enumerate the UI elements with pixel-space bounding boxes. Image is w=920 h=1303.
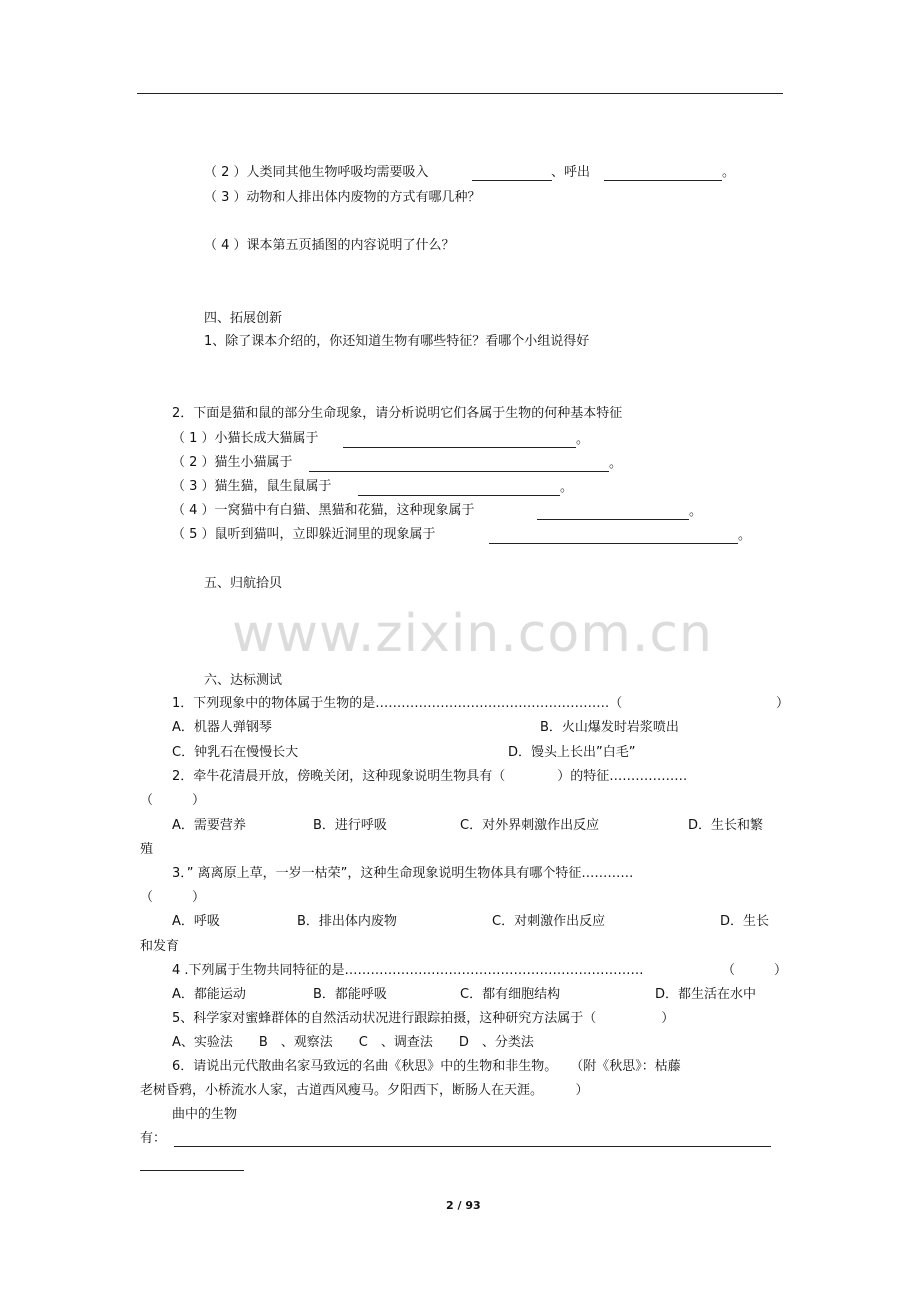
question-3-2-end: 。 (722, 165, 736, 180)
test-q3-option-c: C．对刺激作出反应 (492, 914, 606, 929)
test-q1-option-c: C．钟乳石在慢慢长大 (172, 745, 299, 760)
page-number: 2 / 93 (446, 1199, 481, 1212)
blank-inhale[interactable] (472, 180, 552, 181)
test-q2: 2．牵牛花清晨开放，傍晚关闭，这种现象说明生物具有（ ）的特征……………… (172, 769, 688, 784)
period: 。 (689, 504, 703, 519)
blank-exhale[interactable] (604, 180, 722, 181)
section-4-item-5: （ 5 ）鼠听到猫叫，立即躲近洞里的现象属于 (172, 527, 436, 542)
test-q3-option-d: D．生长 (720, 914, 770, 929)
test-q3-option-b: B．排出体内废物 (297, 914, 397, 929)
test-q4: 4 .下列属于生物共同特征的是…………………………………………………………… (172, 963, 644, 978)
section-4-item-1: （ 1 ）小猫长成大猫属于 (172, 431, 319, 446)
test-q3-option-d-continued: 和发育 (140, 939, 180, 954)
test-q4-option-a: A．都能运动 (172, 987, 246, 1002)
blank-item-2[interactable] (309, 471, 609, 472)
period: 。 (609, 456, 623, 471)
test-q2-option-d: D．生长和繁 (688, 818, 764, 833)
blank-organisms-answer-continued[interactable] (140, 1170, 244, 1171)
test-q2-answer-paren: （ ） (140, 793, 206, 808)
blank-item-1[interactable] (343, 447, 576, 448)
section-5-heading: 五、归航拾贝 (204, 576, 283, 591)
blank-item-4[interactable] (537, 519, 689, 520)
period: 。 (738, 528, 752, 543)
period: 。 (576, 432, 590, 447)
test-q3-option-a: A．呼吸 (172, 914, 220, 929)
question-3-2-prefix: （ 2 ）人类同其他生物呼吸均需要吸入 (204, 165, 429, 180)
test-q6-line4: 有： (140, 1131, 167, 1146)
section-4-q2: 2．下面是猫和鼠的部分生命现象，请分析说明它们各属于生物的何种基本特征 (172, 406, 623, 421)
question-3-4: （ 4 ）课本第五页插图的内容说明了什么？ (204, 238, 455, 253)
test-q1-paren-close: ） (776, 696, 790, 711)
test-q6-line3: 曲中的生物 (172, 1107, 238, 1122)
test-q2-option-a: A．需要营养 (172, 818, 246, 833)
section-4-heading: 四、拓展创新 (204, 311, 283, 326)
test-q1-option-b: B．火山爆发时岩浆喷出 (540, 720, 679, 735)
test-q1: 1．下列现象中的物体属于生物的是………………………………………………（ (172, 696, 623, 711)
test-q1-option-d: D．馒头上长出”白毛” (508, 745, 636, 760)
period: 。 (560, 480, 574, 495)
test-q4-option-c: C．都有细胞结构 (460, 987, 561, 1002)
test-q3-answer-paren: （ ） (140, 890, 206, 905)
test-q2-option-c: C．对外界刺激作出反应 (460, 818, 600, 833)
watermark: www.zixin.com.cn (232, 604, 713, 664)
test-q5-options: A、实验法 B 、观察法 C 、调查法 D 、分类法 (172, 1035, 534, 1050)
test-q5: 5、科学家对蜜蜂群体的自然活动状况进行跟踪拍摄，这种研究方法属于（ ） (172, 1011, 675, 1026)
header-rule (137, 93, 783, 94)
section-4-item-2: （ 2 ）猫生小猫属于 (172, 455, 293, 470)
test-q6-line1: 6．请说出元代散曲名家马致远的名曲《秋思》中的生物和非生物。 （附《秋思》：枯藤 (172, 1059, 681, 1074)
test-q1-option-a: A．机器人弹钢琴 (172, 720, 272, 735)
test-q6-line2: 老树昏鸦，小桥流水人家，古道西风瘦马。夕阳西下，断肠人在天涯。 ） (140, 1083, 589, 1098)
test-q3: 3．” 离离原上草，一岁一枯荣”，这种生命现象说明生物体具有哪个特征………… (172, 866, 634, 881)
test-q4-answer-paren: （ ） (722, 963, 788, 978)
blank-item-5[interactable] (489, 543, 738, 544)
blank-item-3[interactable] (358, 495, 560, 496)
test-q2-option-d-continued: 殖 (140, 842, 154, 857)
section-4-item-3: （ 3 ）猫生猫，鼠生鼠属于 (172, 479, 332, 494)
question-3-2-mid: 、呼出 (551, 165, 591, 180)
blank-organisms-answer[interactable] (174, 1146, 771, 1147)
test-q4-option-b: B．都能呼吸 (313, 987, 387, 1002)
question-3-3: （ 3 ）动物和人排出体内废物的方式有哪几种？ (204, 190, 481, 205)
section-4-q1: 1、除了课本介绍的，你还知道生物有哪些特征？看哪个小组说得好 (204, 334, 590, 349)
section-4-item-4: （ 4 ）一窝猫中有白猫、黑猫和花猫，这种现象属于 (172, 503, 475, 518)
test-q4-option-d: D．都生活在水中 (655, 987, 757, 1002)
test-q2-option-b: B．进行呼吸 (313, 818, 387, 833)
section-6-heading: 六、达标测试 (204, 673, 283, 688)
